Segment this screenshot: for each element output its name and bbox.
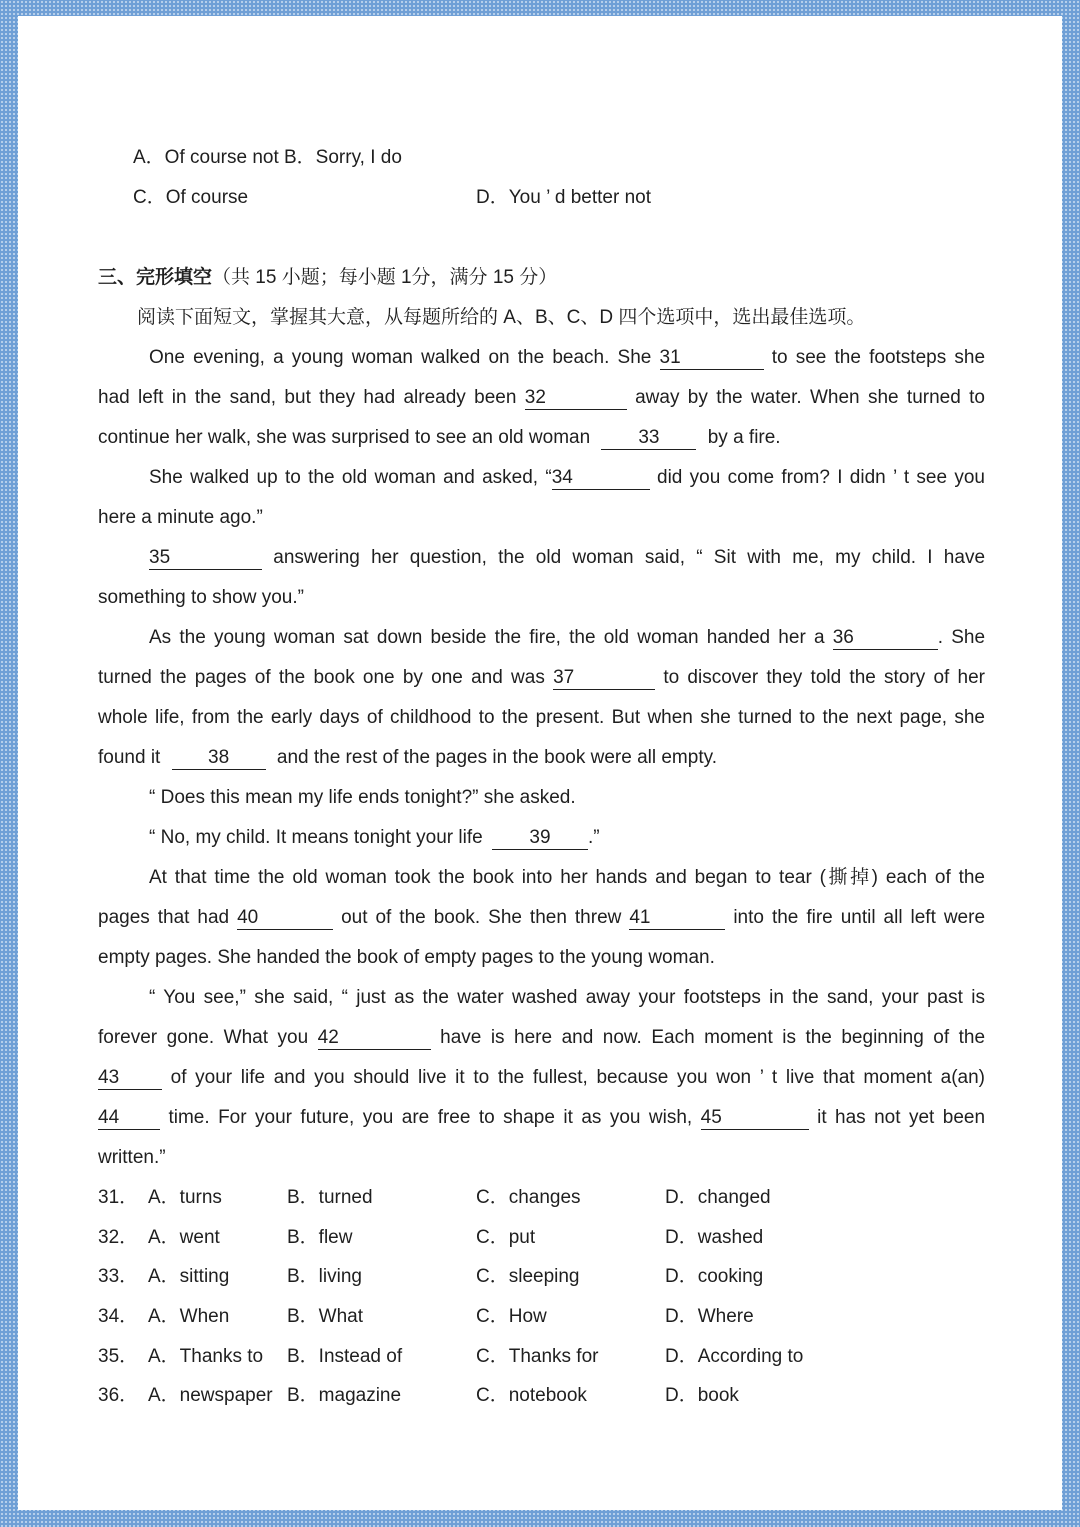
passage-text: “ Does this mean my life ends tonight?” she asked. — [149, 787, 576, 808]
option-b[interactable]: B．magazine — [287, 1385, 402, 1407]
passage-text: One evening, a young woman walked on the beach. She — [149, 347, 652, 368]
passage-text: had left in the sand, but they had already been — [98, 387, 517, 408]
question-number: 31． — [98, 1187, 139, 1208]
section-title: 三、完形填空 — [98, 267, 213, 288]
passage-text: empty pages. She handed the book of empty pages to the young woman. — [98, 947, 715, 968]
option-d[interactable]: D．Where — [665, 1306, 754, 1328]
blank-39[interactable]: 39 — [492, 827, 588, 850]
page-content — [98, 138, 985, 1416]
blank-41[interactable]: 41 — [629, 907, 725, 930]
passage-line — [98, 1058, 985, 1098]
section-note: （共 15 小题；每小题 1分，满分 15 分） — [212, 267, 558, 288]
blank-37[interactable]: 37 — [553, 667, 655, 690]
passage-line — [98, 818, 985, 858]
passage-line — [98, 498, 985, 538]
passage-line — [98, 1018, 985, 1058]
passage-text: to discover they told the story of her — [663, 667, 986, 688]
passage-text: of your life and you should live it to the fullest, because you won ’ t live that moment a(an) — [170, 1067, 985, 1088]
blank-44[interactable]: 44 — [98, 1107, 160, 1130]
blank-32[interactable]: 32 — [525, 387, 627, 410]
passage-text: continue her walk, she was surprised to see an old woman — [98, 427, 591, 448]
passage-text: found it — [98, 747, 161, 768]
question-row-32 — [98, 1218, 985, 1258]
option-a[interactable]: A．When — [148, 1306, 230, 1328]
option-d[interactable]: D．cooking — [665, 1266, 764, 1288]
option-d[interactable]: D．changed — [665, 1187, 771, 1208]
passage-line — [98, 898, 985, 938]
passage-text: something to show you.” — [98, 587, 304, 608]
section-instruction — [98, 298, 985, 338]
passage-text: have is here and now. Each moment is the beginning of the — [440, 1027, 986, 1048]
question-number: 35． — [98, 1345, 139, 1367]
blank-43[interactable]: 43 — [98, 1067, 162, 1090]
passage-text: answering her question, the old woman said, “ Sit with me, my child. I have — [273, 547, 986, 568]
passage-text: did you come from? I didn ’ t see you — [657, 467, 986, 488]
option-c[interactable]: C．sleeping — [476, 1266, 580, 1288]
option-b[interactable]: B．living — [287, 1266, 362, 1288]
question-number: 34． — [98, 1306, 139, 1328]
option-d[interactable]: D．washed — [665, 1226, 764, 1248]
passage-line — [98, 458, 985, 498]
passage-line — [98, 978, 985, 1018]
blank-31[interactable]: 31 — [660, 347, 764, 370]
passage-line — [98, 1138, 985, 1178]
question-number: 33． — [98, 1266, 139, 1288]
spacer — [98, 218, 985, 258]
option-c[interactable]: C．changes — [476, 1187, 581, 1208]
blank-42[interactable]: 42 — [318, 1027, 431, 1050]
option-a[interactable]: A．Thanks to — [148, 1345, 264, 1367]
passage-text: out of the book. She then threw — [341, 907, 622, 928]
passage-line — [98, 1098, 985, 1138]
passage-line — [98, 738, 985, 778]
passage-text: into the fire until all left were — [733, 907, 986, 928]
option-b[interactable]: B．Instead of — [287, 1345, 403, 1367]
prev-option-c: C．Of course — [133, 187, 249, 208]
question-number: 32． — [98, 1226, 139, 1248]
prev-option-d: D．You ’ d better not — [476, 187, 651, 208]
option-b[interactable]: B．flew — [287, 1226, 353, 1248]
passage-text: whole life, from the early days of childhood to the present. But when she turned to the next page, she — [98, 707, 985, 728]
question-row-36 — [98, 1376, 985, 1416]
question-list — [98, 1178, 985, 1416]
passage-text: forever gone. What you — [98, 1027, 309, 1048]
blank-35[interactable]: 35 — [149, 547, 262, 570]
passage-text: and the rest of the pages in the book were all empty. — [276, 747, 717, 768]
passage-line — [98, 418, 985, 458]
option-c[interactable]: C．How — [476, 1306, 547, 1328]
passage-text: .” — [587, 827, 600, 848]
exam-page — [18, 16, 1062, 1510]
passage-text: away by the water. When she turned to — [635, 387, 985, 408]
passage-text: pages that had — [98, 907, 230, 928]
blank-33[interactable]: 33 — [601, 427, 696, 450]
option-a[interactable]: A．turns — [148, 1187, 222, 1208]
option-c[interactable]: C．put — [476, 1226, 536, 1248]
blank-36[interactable]: 36 — [833, 627, 938, 650]
passage-text: here a minute ago.” — [98, 507, 263, 528]
passage-text: “ You see,” she said, “ just as the water washed away your footsteps in the sand, your past is — [149, 987, 985, 1008]
option-b[interactable]: B．turned — [287, 1187, 373, 1208]
passage-line — [98, 858, 985, 898]
prev-option-ab: A．Of course not B．Sorry, I do — [133, 147, 402, 168]
passage-line — [98, 618, 985, 658]
question-number: 36． — [98, 1385, 139, 1407]
passage-text: turned the pages of the book one by one and was — [98, 667, 545, 688]
question-row-31 — [98, 1178, 985, 1218]
instruction-text: 阅读下面短文，掌握其大意，从每题所给的 A、B、C、D 四个选项中，选出最佳选项。 — [137, 307, 866, 328]
prev-options-row-2 — [98, 178, 985, 218]
passage-line — [98, 378, 985, 418]
passage-text: to see the footsteps she — [771, 347, 986, 368]
blank-40[interactable]: 40 — [237, 907, 333, 930]
option-d[interactable]: D．According to — [665, 1345, 804, 1367]
question-row-34 — [98, 1297, 985, 1337]
prev-options-row-1 — [98, 138, 985, 178]
passage-line — [98, 698, 985, 738]
passage-line — [98, 778, 985, 818]
passage-line — [98, 538, 985, 578]
option-a[interactable]: A．went — [148, 1226, 220, 1248]
passage-text: As the young woman sat down beside the fire, the old woman handed her a — [149, 627, 825, 648]
section-heading — [98, 258, 985, 298]
option-c[interactable]: C．Thanks for — [476, 1345, 599, 1367]
passage-text: by a fire. — [707, 427, 781, 448]
question-row-33 — [98, 1257, 985, 1297]
blank-38[interactable]: 38 — [172, 747, 266, 770]
passage-line — [98, 658, 985, 698]
option-a[interactable]: A．newspaper — [148, 1385, 273, 1407]
passage-text: At that time the old woman took the book into her hands and began to tear (撕掉) each of the — [149, 867, 985, 888]
passage-text: it has not yet been — [817, 1107, 986, 1128]
option-d[interactable]: D．book — [665, 1385, 739, 1407]
option-c[interactable]: C．notebook — [476, 1385, 587, 1407]
passage-text: . She — [937, 627, 986, 648]
passage-text: written.” — [98, 1147, 166, 1168]
passage-line — [98, 338, 985, 378]
passage-text: time. For your future, you are free to shape it as you wish, — [168, 1107, 693, 1128]
option-a[interactable]: A．sitting — [148, 1266, 230, 1288]
blank-45[interactable]: 45 — [701, 1107, 809, 1130]
question-row-35 — [98, 1337, 985, 1377]
passage-line — [98, 578, 985, 618]
passage-line — [98, 938, 985, 978]
option-b[interactable]: B．What — [287, 1306, 364, 1328]
passage-text: She walked up to the old woman and asked, “ — [149, 467, 552, 488]
blank-34[interactable]: 34 — [552, 467, 650, 490]
passage-text: “ No, my child. It means tonight your life — [149, 827, 483, 848]
